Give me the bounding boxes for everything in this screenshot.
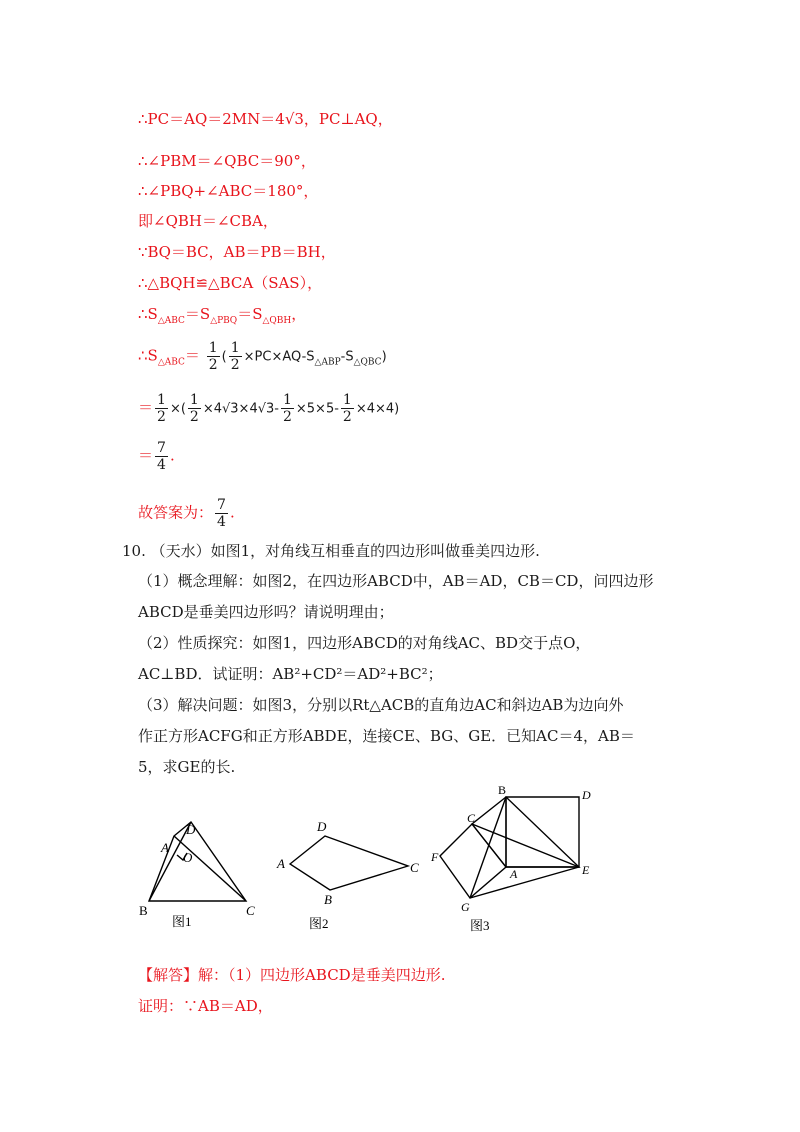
fig2-label-b: B <box>324 892 332 907</box>
solution-line-3: ∴∠PBQ+∠ABC＝180°， <box>138 182 319 200</box>
square-acfg <box>440 824 506 898</box>
solution-line-7: $\therefore S_{\triangle ABC}=S_{\triangle PBQ}=S_{\triangle QBH}$， <box>138 305 307 326</box>
figure-2 <box>290 836 408 890</box>
problem-part3-line3: 5，求GE的长. <box>138 758 236 776</box>
quadrilateral-abcd <box>149 822 246 901</box>
problem-number: 10. <box>122 542 146 560</box>
solution-line-9: ＝ $\frac{1}{2}$ ×( $\frac{1}{2}$ ×4√3×4√3- $\frac{1}{2}$ ×5×5- $\frac{1}{2}$ ×4×4) <box>138 392 400 425</box>
fraction-half: $\frac{1}{2}$ <box>157 392 166 425</box>
problem-part2-line2: AC⊥BD．试证明：AB²+CD²＝AD²+BC²； <box>138 665 443 683</box>
answer-line-1: 【解答】解：（1）四边形ABCD是垂美四边形. <box>138 966 446 984</box>
fraction-seven-fourths: $\frac{7}{4}$ <box>157 440 166 473</box>
answer-line-2: 证明：∵AB＝AD， <box>138 997 273 1015</box>
solution-line-5: ∵BQ＝BC，AB＝PB＝BH， <box>138 243 336 261</box>
fig3-label-b: B <box>498 783 507 797</box>
solution-line-8: $\therefore S_{\triangle ABC}=$ $\frac{1}{2}$ ( $\frac{1}{2}$ $\times PC\times AQ-S_{\triangle ABP}-S_{\triangle QBC}$) <box>138 340 387 373</box>
figures-diagram <box>130 780 610 940</box>
fig1-caption: 图1 <box>172 914 192 929</box>
fig2-label-a: A <box>277 856 285 871</box>
segment-ge <box>470 867 579 898</box>
fraction-half: $\frac{1}{2}$ <box>342 392 352 425</box>
fig3-caption: 图3 <box>470 918 490 933</box>
problem-part3-line1: （3）解决问题：如图3，分别以Rt△ACB的直角边AC和斜边AB为边向外 <box>138 696 624 714</box>
solution-line-4: 即∠QBH＝∠CBA， <box>138 212 278 230</box>
fig1-label-b: B <box>139 903 148 918</box>
fig3-label-c: C <box>467 811 476 825</box>
fraction-seven-fourths: $\frac{7}{4}$ <box>217 497 226 530</box>
fig3-label-e: E <box>582 863 590 877</box>
kite-abcd <box>290 836 408 890</box>
fig1-label-c: C <box>246 903 255 918</box>
fig1-label-o: O <box>183 850 193 865</box>
problem-part3-line2: 作正方形ACFG和正方形ABDE，连接CE、BG、GE．已知AC＝4，AB＝ <box>138 727 635 745</box>
fig2-caption: 图2 <box>309 916 329 931</box>
solution-line-6: ∴△BQH≌△BCA（SAS）， <box>138 274 323 292</box>
fraction-half: $\frac{1}{2}$ <box>208 340 218 373</box>
fig1-label-d: D <box>186 822 196 837</box>
fig3-label-d: D <box>582 788 591 802</box>
problem-part1-line2: ABCD是垂美四边形吗？请说明理由； <box>138 603 394 621</box>
fig2-label-d: D <box>317 819 327 834</box>
fraction-half: $\frac{1}{2}$ <box>230 340 240 373</box>
problem-intro: 10. （天水）如图1，对角线互相垂直的四边形叫做垂美四边形. <box>122 542 540 560</box>
fig3-label-g: G <box>461 900 470 914</box>
fraction-half: $\frac{1}{2}$ <box>282 392 292 425</box>
fig1-label-a: A <box>161 840 169 855</box>
figure-1 <box>149 822 246 901</box>
diagonal-ac <box>174 836 246 901</box>
solution-line-10: ＝ $\frac{7}{4}$ . <box>138 440 175 473</box>
fig3-label-a: A <box>510 867 518 881</box>
figure-3 <box>440 797 579 898</box>
triangle-aceb-lines <box>472 797 579 867</box>
fig2-label-c: C <box>410 860 419 875</box>
problem-part1-line1: （1）概念理解：如图2，在四边形ABCD中，AB＝AD，CB＝CD，问四边形 <box>138 572 654 590</box>
answer-tag: 【解答】 <box>138 966 199 984</box>
answer-line: 故答案为： $\frac{7}{4}$ . <box>138 497 235 530</box>
problem-part2-line1: （2）性质探究：如图1，四边形ABCD的对角线AC、BD交于点O， <box>138 634 591 652</box>
solution-line-1: ∴PC＝AQ＝2MN＝4√3，PC⊥AQ， <box>138 110 393 128</box>
solution-line-2: ∴∠PBM＝∠QBC＝90°， <box>138 152 316 170</box>
fig3-label-f: F <box>431 850 439 864</box>
fraction-half: $\frac{1}{2}$ <box>189 392 199 425</box>
